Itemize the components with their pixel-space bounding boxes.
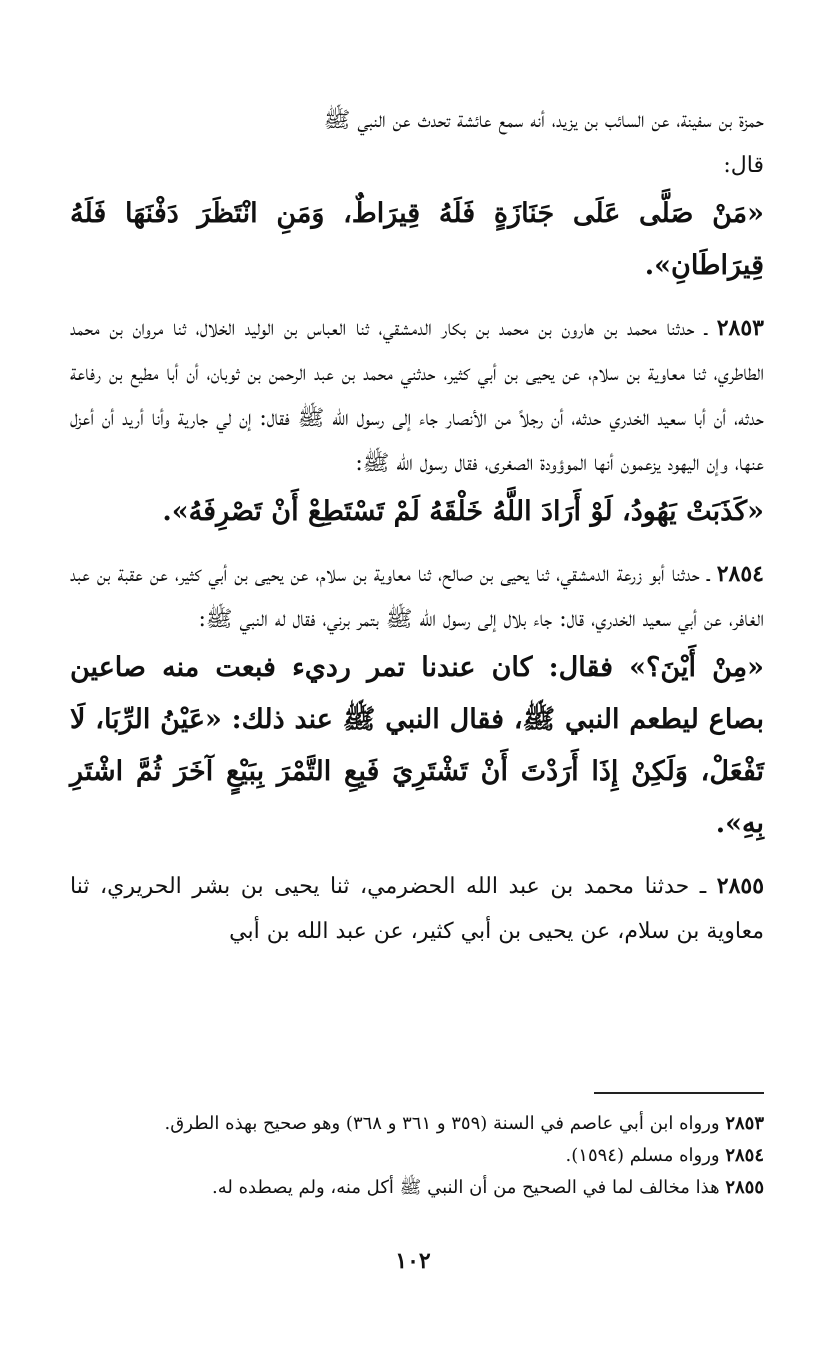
- footnote-text: ورواه ابن أبي عاصم في السنة (٣٥٩ و ٣٦١ و ٣٦٨) وهو صحيح بهذه الطرق.: [164, 1113, 720, 1134]
- intro-line-1: حمزة بن سفينة، عن السائب بن يزيد، أنه سمع عائشة تحدث عن النبي ﷺ: [323, 108, 764, 133]
- footnote-number: ٢٨٥٥: [725, 1177, 764, 1198]
- hadith-2853-text: ـ حدثنا محمد بن هارون بن محمد بن بكار الدمشقي، ثنا العباس بن الوليد الخلال، ثنا مروان بن محمد الطاطري، ثنا معاوية بن سلام، عن يحيى بن أبي كثير، حدثني محمد بن عبد الرحمن بن ثوبان، أن أبا مطيع بن رفاعة حدثه، أن أبا سعيد الخدري حدثه، أن رجلاً من الأنصار جاء إلى رسول الله ﷺ فقال: إن لي جارية وأنا أريد أن أعزل عنها، وإن اليهود يزعمون أنها الموؤودة الصغرى، فقال رسول الله ﷺ:: [70, 316, 764, 476]
- hadith-2853-number: ٢٨٥٣: [716, 315, 764, 341]
- footnote-divider: [594, 1092, 764, 1094]
- footnote-number: ٢٨٥٣: [725, 1113, 764, 1134]
- hadith-quote-2: «كَذَبَتْ يَهُودُ، لَوْ أَرَادَ اللَّهُ خَلْقَهُ لَمْ تَسْتَطِعْ أَنْ تَصْرِفَهُ».: [162, 496, 764, 527]
- hadith-quote-1: «مَنْ صَلَّى عَلَى جَنَازَةٍ فَلَهُ قِيرَاطٌ، وَمَنِ انْتَظَرَ دَفْنَهَا فَلَهُ قِيرَاطَانِ».: [70, 198, 764, 281]
- footnote-text: ورواه مسلم (١٥٩٤).: [565, 1145, 720, 1166]
- hadith-2854-number: ٢٨٥٤: [716, 561, 764, 587]
- hadith-2855-text: ـ حدثنا محمد بن عبد الله الحضرمي، ثنا يحيى بن بشر الحريري، ثنا معاوية بن سلام، عن يحيى بن أبي كثير، عن عبد الله بن أبي: [70, 874, 764, 944]
- hadith-2854: [70, 552, 764, 642]
- intro-paragraph: [70, 98, 764, 188]
- footnote-2853: [64, 1108, 764, 1140]
- footnote-text: هذا مخالف لما في الصحيح من أن النبي ﷺ أكل منه، ولم يصطده له.: [211, 1177, 720, 1198]
- page-body: [70, 98, 764, 954]
- footnote-number: ٢٨٥٤: [725, 1145, 764, 1166]
- hadith-2855-number: ٢٨٥٥: [716, 873, 765, 899]
- hadith-2855: [70, 864, 764, 954]
- hadith-2854-text: ـ حدثنا أبو زرعة الدمشقي، ثنا يحيى بن صالح، ثنا معاوية بن سلام، عن يحيى بن أبي كثير، عن عقبة بن عبد الغافر، عن أبي سعيد الخدري، قال: جاء بلال إلى رسول الله ﷺ بتمر برني، فقال له النبي ﷺ:: [70, 562, 764, 632]
- page-number: ١٠٢: [395, 1248, 431, 1274]
- footnote-2855: [64, 1172, 764, 1204]
- hadith-2853: [70, 306, 764, 486]
- intro-line-2: قال:: [723, 153, 764, 178]
- footnotes: [64, 1108, 764, 1204]
- footnote-2854: [64, 1140, 764, 1172]
- hadith-quote-3: «مِنْ أَيْنَ؟» فقال: كان عندنا تمر رديء فبعت منه صاعين بصاع ليطعم النبي ﷺ، فقال النبي ﷺ عند ذلك: «عَيْنُ الرِّبَا، لَا تَفْعَلْ، وَلَكِنْ إِذَا أَرَدْتَ أَنْ تَشْتَرِيَ فَبِعِ التَّمْرَ بِبَيْعٍ آخَرَ ثُمَّ اشْتَرِ بِهِ».: [70, 652, 764, 839]
